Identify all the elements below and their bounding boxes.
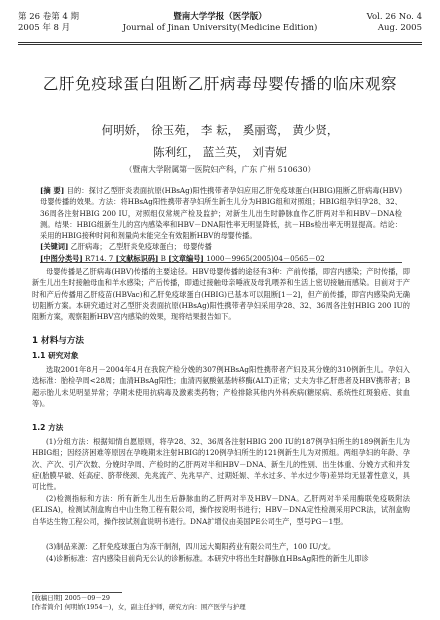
clc-value: R714. 7 [85,253,114,263]
subsection-heading-subjects: 1.1 研究对象 [32,351,79,360]
issue-volume-en: Vol. 26 No. 4 [366,12,422,22]
methods-criteria-paragraph: (4)诊断标准：宫内感染目前尚无公认的诊断标准。本研究中将出生时静脉血HBsAg阳性的新生儿即诊 [46,554,369,563]
keywords-text: 乙肝病毒； 乙型肝炎免疫球蛋白； 母婴传播 [70,242,212,252]
header-rule [18,42,422,43]
header-rule-thin [18,44,422,45]
footnote-received: [收稿日期] 2005－09－29 [32,594,110,602]
abstract-paragraph [40,185,402,241]
keywords-label: [关键词] [40,242,69,252]
abstract-rule [40,262,402,263]
footnote-author-bio: [作者简介] 何明娇(1954－)，女，副主任护师，研究方向：围产医学与护理 [32,603,246,611]
methods-testing-paragraph: (2)检测指标和方法：所有新生儿出生后静脉血的乙肝两对半及HBV－DNA。乙肝两对半采用酶联免疫吸附法(ELISA)，检测试剂盒购自中山生物工程有限公司，操作按说明书进行；HBV－DNA定性检测采用PCR法，试剂盒购自华达生物工程公司，操作按试剂盒说明书进行。DNA扩增仪由美国PE公司生产，型号PG－1型。 [32,494,410,526]
clc-label: [中图分类号] [40,253,83,263]
article-no-value: 1000－9965(2005)04－0565－02 [206,253,325,263]
footnote-rule [32,592,122,593]
issue-volume: 第 26 卷第 4 期 [18,12,80,22]
article-no-label: [文章编号] [168,253,204,263]
author-line-2: 陈利红， 蓝兰英， 刘青妮 [153,145,287,159]
abstract-text: 目的：探讨乙型肝炎表面抗原(HBsAg)阳性携带者孕妇应用乙肝免疫球蛋白(HBIG)阻断乙肝病毒(HBV)母婴传播的效果。方法：将HBsAg阳性携带者孕妇所生新生儿分为HBIG组和对照组；HBIG组孕妇孕28、32、36周各注射HBIG 200 IU，对照组仅常规产检及监护；对新生儿出生时静脉血作乙肝两对半和HBV－DNA检测。结果：HBIG组新生儿的宫内感染率和HBV－DNA阳性率无明显降低，抗－HBs检出率无明显提高。结论：采用的HBIG接种时间和剂量尚未能完全有效阻断HBV的母婴传播。 [40,186,402,241]
issue-date-en: Aug. 2005 [377,23,422,33]
subsection-heading-methods: 1.2 方法 [32,423,64,432]
author-list [30,119,410,163]
author-line-1: 何明娇， 徐玉苑， 李 耘， 奚丽鸾， 黄少贤， [101,123,339,137]
affiliation: （暨南大学附属第一医院妇产科，广东 广州 510630） [124,165,316,174]
doc-code-value: B [160,253,166,263]
subjects-paragraph: 选取2001年8月－2004年4月在我院产检分娩的307例HBsAg阳性携带者产妇及其分娩的310例新生儿。孕妇入选标准：胎检孕周<28周；血清HBsAg阳性；血清丙氨酸氨基转移酶(ALT)正常；丈夫为非乙肝患者及HBV携带者；B超示胎儿未见明显异常；孕期未使用抗病毒及激素类药物；产检排除其他内外科疾病(糖尿病、系统性红斑狼疮、贫血等)。 [32,365,410,408]
issue-date: 2005 年 8 月 [18,23,71,33]
section-heading: 1 材料与方法 [32,336,84,346]
journal-name-cn: 暨南大学学报（医学版） [173,12,267,22]
methods-materials-paragraph: (3)制品来源：乙肝免疫球蛋白为冻干制剂，四川远大蜀阳药业有限公司生产，100 IU/支。 [46,542,336,551]
issue-info-en [367,12,422,34]
intro-paragraph: 母婴传播是乙肝病毒(HBV)传播的主要途径。HBV母婴传播的途径有3种：产前传播，即宫内感染；产时传播，即新生儿出生时接触母血和羊水感染；产后传播，即通过接触母亲唾液及母乳喂养和生活上密切接触而感染。目前对于产时和产后传播用乙肝疫苗(HBVac)和乙肝免疫球蛋白(HBIG)已基本可以阻断[1－2]，但产前传播，即宫内感染尚无确切阻断方案。本研究通过对乙型肝炎表面抗原(HBsAg)阳性携带者孕妇采用孕28、32、36周各注射HBIG 200 IU的阻断方案，观察阻断HBV宫内感染的效果，现将结果报告如下。 [32,267,410,322]
article-title: 乙肝免疫球蛋白阻断乙肝病毒母婴传播的临床观察 [42,75,398,93]
abstract-block [40,185,402,264]
running-header [18,12,422,46]
journal-name-en: Journal of Jinan University(Medicine Edition) [122,23,318,33]
keywords-line [40,241,402,252]
doc-code-label: [文献标识码] [115,253,159,263]
abstract-label: [摘 要] [40,186,65,195]
methods-grouping-paragraph: (1)分组方法：根据知情自愿原则，将孕28、32、36周各注射HBIG 200 IU的187例孕妇所生的189例新生儿为HBIG组；因经济困难等原因在孕晚期未注射HBIG的120例孕妇所生的121例新生儿为对照组。两组孕妇的年龄、孕次、产次、引产次数、分娩时孕周、产检时的乙肝两对半和HBV－DNA、新生儿的性别、出生体重、分娩方式和并发症(胎膜早破、妊高症、脐带绕颈、先兆流产、先兆早产、过期妊娠、羊水过多、羊水过少等)差异均无显著性意义，具可比性。 [32,437,410,492]
journal-name [18,12,422,34]
